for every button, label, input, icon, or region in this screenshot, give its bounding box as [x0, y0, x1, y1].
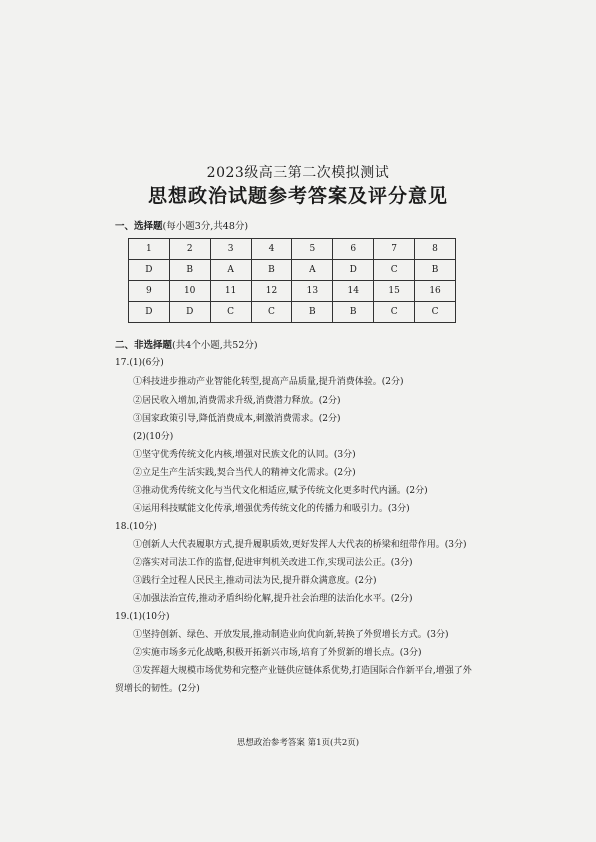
question-number-cell: 9 [129, 281, 170, 302]
q17-2-point-4: ④运用科技赋能文化传承,增强优秀传统文化的传播力和吸引力。(3分) [133, 504, 410, 514]
answer-letter-cell: D [129, 260, 170, 281]
question-number-cell: 3 [210, 239, 251, 260]
section-1-note: (每小题3分,共48分) [162, 221, 249, 232]
section-1-heading [115, 218, 248, 232]
answer-table-row [129, 260, 456, 281]
question-number-cell: 10 [169, 281, 210, 302]
answer-table-row [129, 302, 456, 323]
q17-part1-header: 17.(1)(6分) [115, 358, 164, 368]
question-number-cell: 4 [251, 239, 292, 260]
answer-letter-cell: D [333, 260, 374, 281]
q18-header: 18.(10分) [115, 522, 157, 532]
answer-letter-cell: C [374, 260, 415, 281]
answer-letter-cell: B [169, 260, 210, 281]
question-number-cell: 8 [415, 239, 456, 260]
answer-key-title: 思想政治试题参考答案及评分意见 [147, 185, 448, 207]
q18-point-2: ②落实对司法工作的监督,促进审判机关改进工作,实现司法公正。(3分) [133, 558, 413, 568]
q19-point-3: ③发挥超大规模市场优势和完整产业链供应链体系优势,打造国际合作新平台,增强了外 [133, 666, 472, 676]
exam-title: 2023级高三第二次模拟测试 [206, 165, 390, 181]
q17-part2-header: (2)(10分) [133, 432, 174, 442]
answer-letter-cell: B [333, 302, 374, 323]
section-2-note: (共4个小题,共52分) [172, 340, 258, 351]
section-2-label: 二、非选择题 [115, 340, 173, 351]
q17-point-2: ②居民收入增加,消费需求升级,消费潜力释放。(2分) [133, 396, 341, 406]
question-number-cell: 14 [333, 281, 374, 302]
question-number-cell: 5 [292, 239, 333, 260]
answer-letter-cell: D [129, 302, 170, 323]
question-number-cell: 6 [333, 239, 374, 260]
q18-point-1: ①创新人大代表履职方式,提升履职质效,更好发挥人大代表的桥梁和纽带作用。(3分) [133, 540, 467, 550]
answer-letter-cell: C [374, 302, 415, 323]
answer-table [128, 238, 456, 323]
answer-table-row [129, 239, 456, 260]
question-number-cell: 2 [169, 239, 210, 260]
answer-letter-cell: B [251, 260, 292, 281]
question-number-cell: 13 [292, 281, 333, 302]
question-number-cell: 12 [251, 281, 292, 302]
q19-point-1: ①坚持创新、绿色、开放发展,推动制造业向优向新,转换了外贸增长方式。(3分) [133, 630, 449, 640]
answer-letter-cell: C [210, 302, 251, 323]
answer-table-row [129, 281, 456, 302]
q17-point-1: ①科技进步推动产业智能化转型,提高产品质量,提升消费体验。(2分) [133, 377, 404, 387]
q18-point-3: ③践行全过程人民民主,推动司法为民,提升群众满意度。(2分) [133, 576, 377, 586]
q19-point-3-cont: 贸增长的韧性。(2分) [115, 684, 200, 694]
answer-letter-cell: A [292, 260, 333, 281]
section-1-label: 一、选择题 [115, 221, 163, 232]
answer-letter-cell: B [292, 302, 333, 323]
q17-2-point-1: ①坚守优秀传统文化内核,增强对民族文化的认同。(3分) [133, 450, 356, 460]
q17-point-3: ③国家政策引导,降低消费成本,刺激消费需求。(2分) [133, 414, 341, 424]
answer-letter-cell: B [415, 260, 456, 281]
q18-point-4: ④加强法治宣传,推动矛盾纠纷化解,提升社会治理的法治化水平。(2分) [133, 594, 413, 604]
question-number-cell: 16 [415, 281, 456, 302]
question-number-cell: 15 [374, 281, 415, 302]
answer-letter-cell: A [210, 260, 251, 281]
answer-letter-cell: D [169, 302, 210, 323]
section-2-heading [115, 337, 258, 351]
answer-letter-cell: C [415, 302, 456, 323]
question-number-cell: 11 [210, 281, 251, 302]
question-number-cell: 7 [374, 239, 415, 260]
q19-part1-header: 19.(1)(10分) [115, 612, 170, 622]
q17-2-point-2: ②立足生产生活实践,契合当代人的精神文化需求。(2分) [133, 468, 356, 478]
page-footer: 思想政治参考答案 第1页(共2页) [236, 738, 360, 748]
question-number-cell: 1 [129, 239, 170, 260]
q17-2-point-3: ③推动优秀传统文化与当代文化相适应,赋予传统文化更多时代内涵。(2分) [133, 486, 428, 496]
q19-point-2: ②实施市场多元化战略,积极开拓新兴市场,培育了外贸新的增长点。(3分) [133, 648, 422, 658]
answer-letter-cell: C [251, 302, 292, 323]
